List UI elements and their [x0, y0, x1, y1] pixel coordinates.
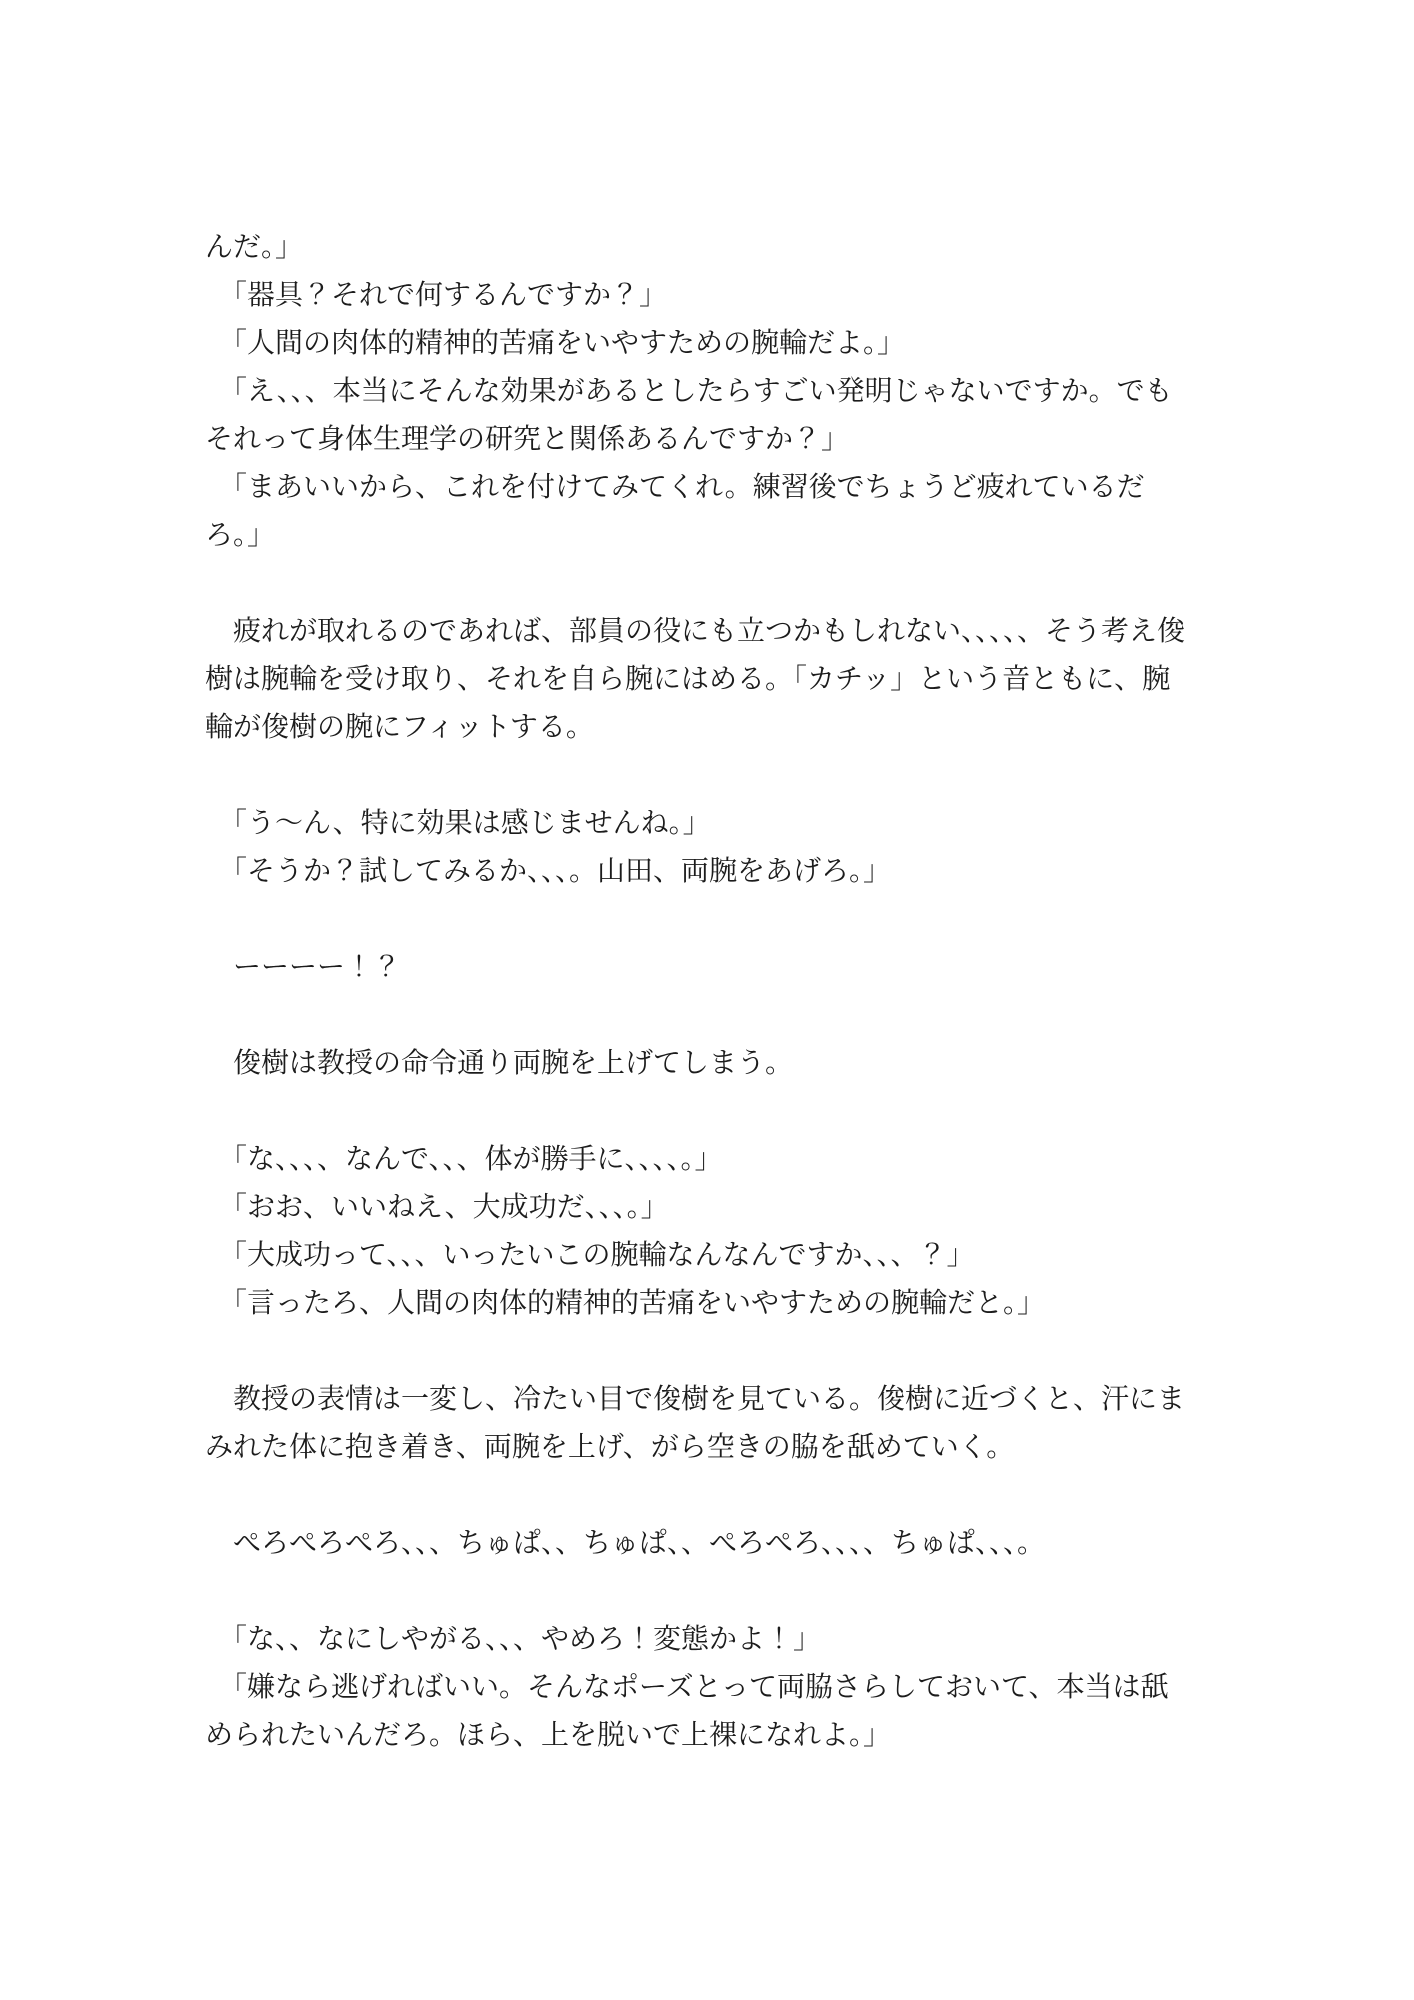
text-line	[205, 991, 1305, 1039]
text-line: ーーーー！？	[205, 950, 402, 983]
text-line	[205, 559, 1305, 607]
text-line: 「おお、いいねえ、大成功だ、、、。」	[205, 1190, 669, 1223]
text-line: 疲れが取れるのであれば、部員の役にも立つかもしれない、、、、、そう考え俊	[205, 614, 1186, 647]
text-line: 輪が俊樹の腕にフィットする。	[205, 710, 594, 743]
text-line: められたいんだろ。ほら、上を脱いで上裸になれよ。」	[205, 1718, 892, 1751]
text-line: 「え、、、本当にそんな効果があるとしたらすごい発明じゃないですか。でも	[205, 374, 1173, 407]
text-line	[205, 1327, 1305, 1375]
text-line: 「な、、なにしやがる、、、やめろ！変態かよ！」	[205, 1622, 822, 1655]
text-line	[205, 1087, 1305, 1135]
text-line: ろ。」	[205, 518, 276, 551]
text-line: 「言ったろ、人間の肉体的精神的苦痛をいやすための腕輪だと。」	[205, 1286, 1046, 1319]
text-line: 「嫌なら逃げればいい。そんなポーズとって両脇さらしておいて、本当は舐	[205, 1670, 1169, 1703]
text-line	[205, 751, 1305, 799]
text-line: 「大成功って、、、いったいこの腕輪なんなんですか、、、？」	[205, 1238, 975, 1271]
text-line: 教授の表情は一変し、冷たい目で俊樹を見ている。俊樹に近づくと、汗にま	[205, 1382, 1186, 1415]
text-line	[205, 895, 1305, 943]
text-line: それって身体生理学の研究と関係あるんですか？」	[205, 422, 850, 455]
text-line: 俊樹は教授の命令通り両腕を上げてしまう。	[205, 1046, 794, 1079]
text-line	[205, 1567, 1305, 1615]
text-line: ぺろぺろぺろ、、、ちゅぱ、、ちゅぱ、、ぺろぺろ、、、、ちゅぱ、、、。	[205, 1526, 1046, 1559]
text-line: 樹は腕輪を受け取り、それを自ら腕にはめる。「カチッ」という音ともに、腕	[205, 662, 1171, 695]
document-text	[205, 223, 1305, 1759]
text-line: 「う～ん、特に効果は感じませんね。」	[205, 806, 711, 839]
text-line: 「な、、、、なんで、、、体が勝手に、、、、。」	[205, 1142, 723, 1175]
text-line: 「器具？それで何するんですか？」	[205, 278, 668, 311]
text-line: 「人間の肉体的精神的苦痛をいやすための腕輪だよ。」	[205, 326, 906, 359]
text-line: みれた体に抱き着き、両腕を上げ、がら空きの脇を舐めていく。	[205, 1430, 1015, 1463]
text-line: 「そうか？試してみるか、、、。山田、両腕をあげろ。」	[205, 854, 892, 887]
text-line: んだ。」	[205, 230, 304, 263]
text-line: 「まあいいから、これを付けてみてくれ。練習後でちょうど疲れているだ	[205, 470, 1145, 503]
text-line	[205, 1471, 1305, 1519]
